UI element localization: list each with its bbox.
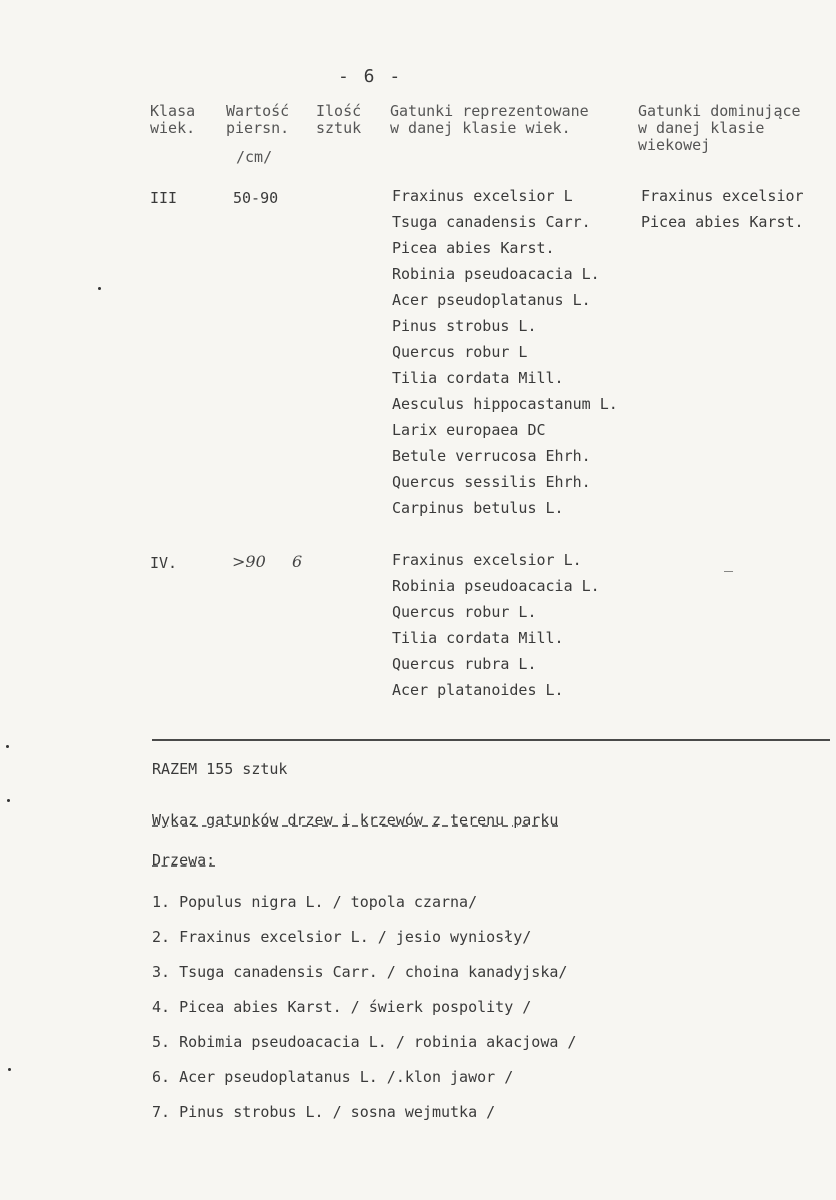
paper-speck: [98, 287, 101, 290]
tree-item: 6. Acer pseudoplatanus L. /.klon jawor /: [152, 1068, 514, 1086]
tree-item: 2. Fraxinus excelsior L. / jesio wyniosły/: [152, 928, 532, 946]
paper-speck: [8, 1068, 11, 1071]
count-value: 6: [292, 552, 303, 571]
class-label: III: [150, 189, 178, 207]
section-title: Wykaz gatunków drzew i krzewów z terenu parku: [152, 811, 559, 829]
header-line: wiekowej: [638, 136, 711, 154]
header-ilosc: [316, 103, 361, 137]
header-line: sztuk: [316, 119, 362, 137]
species-item: Tsuga canadensis Carr.: [392, 213, 591, 231]
total-count: RAZEM 155 sztuk: [152, 760, 288, 778]
header-line: piersn.: [226, 119, 290, 137]
tree-item: 7. Pinus strobus L. / sosna wejmutka /: [152, 1103, 496, 1121]
species-item: Pinus strobus L.: [392, 317, 537, 335]
species-item: Larix europaea DC: [392, 421, 546, 439]
header-line: w danej klasie: [638, 119, 765, 137]
diameter-value: >90: [232, 552, 266, 571]
dominant-dash: _: [724, 554, 734, 572]
header-wartosc: [226, 103, 289, 166]
species-item: Betule verrucosa Ehrh.: [392, 447, 591, 465]
header-line: w danej klasie wiek.: [390, 119, 571, 137]
header-line: Gatunki dominujące: [638, 102, 801, 120]
header-line: Gatunki reprezentowane: [390, 102, 589, 120]
diameter-value: 50-90: [233, 189, 279, 207]
species-item: Fraxinus excelsior L.: [392, 551, 582, 569]
species-item: Carpinus betulus L.: [392, 499, 564, 517]
header-line: Ilość: [316, 102, 362, 120]
tree-item: 5. Robimia pseudoacacia L. / robinia akacjowa /: [152, 1033, 577, 1051]
dominant-item: Picea abies Karst.: [641, 213, 804, 231]
horizontal-rule: [152, 739, 830, 741]
paper-speck: [6, 745, 9, 748]
species-item: Robinia pseudoacacia L.: [392, 265, 600, 283]
dominant-list: [641, 183, 804, 235]
species-item: Quercus sessilis Ehrh.: [392, 473, 591, 491]
species-item: Tilia cordata Mill.: [392, 369, 564, 387]
species-item: Quercus robur L: [392, 343, 528, 361]
species-item: Acer pseudoplatanus L.: [392, 291, 591, 309]
header-line: /cm/: [236, 148, 273, 166]
tree-list: [152, 890, 576, 1135]
header-line: wiek.: [150, 119, 196, 137]
header-line: Wartość: [226, 102, 290, 120]
subsection-title: Drzewa:: [152, 851, 216, 869]
header-dominujace: [638, 103, 801, 154]
species-item: Aesculus hippocastanum L.: [392, 395, 618, 413]
header-klasa: [150, 103, 195, 137]
species-item: Tilia cordata Mill.: [392, 629, 564, 647]
species-item: Fraxinus excelsior L: [392, 187, 573, 205]
species-item: Robinia pseudoacacia L.: [392, 577, 600, 595]
header-gatunki: [390, 103, 589, 137]
class-label: IV.: [150, 554, 178, 572]
species-item: Acer platanoides L.: [392, 681, 564, 699]
tree-item: 4. Picea abies Karst. / świerk pospolity /: [152, 998, 532, 1016]
species-list: [392, 183, 618, 521]
header-line: Klasa: [150, 102, 196, 120]
species-list: [392, 547, 600, 703]
species-item: Picea abies Karst.: [392, 239, 555, 257]
tree-item: 1. Populus nigra L. / topola czarna/: [152, 893, 478, 911]
paper-speck: [7, 799, 10, 802]
page-number: - 6 -: [338, 66, 403, 87]
species-item: Quercus rubra L.: [392, 655, 537, 673]
tree-item: 3. Tsuga canadensis Carr. / choina kanadyjska/: [152, 963, 568, 981]
dominant-item: Fraxinus excelsior: [641, 187, 804, 205]
species-item: Quercus robur L.: [392, 603, 537, 621]
